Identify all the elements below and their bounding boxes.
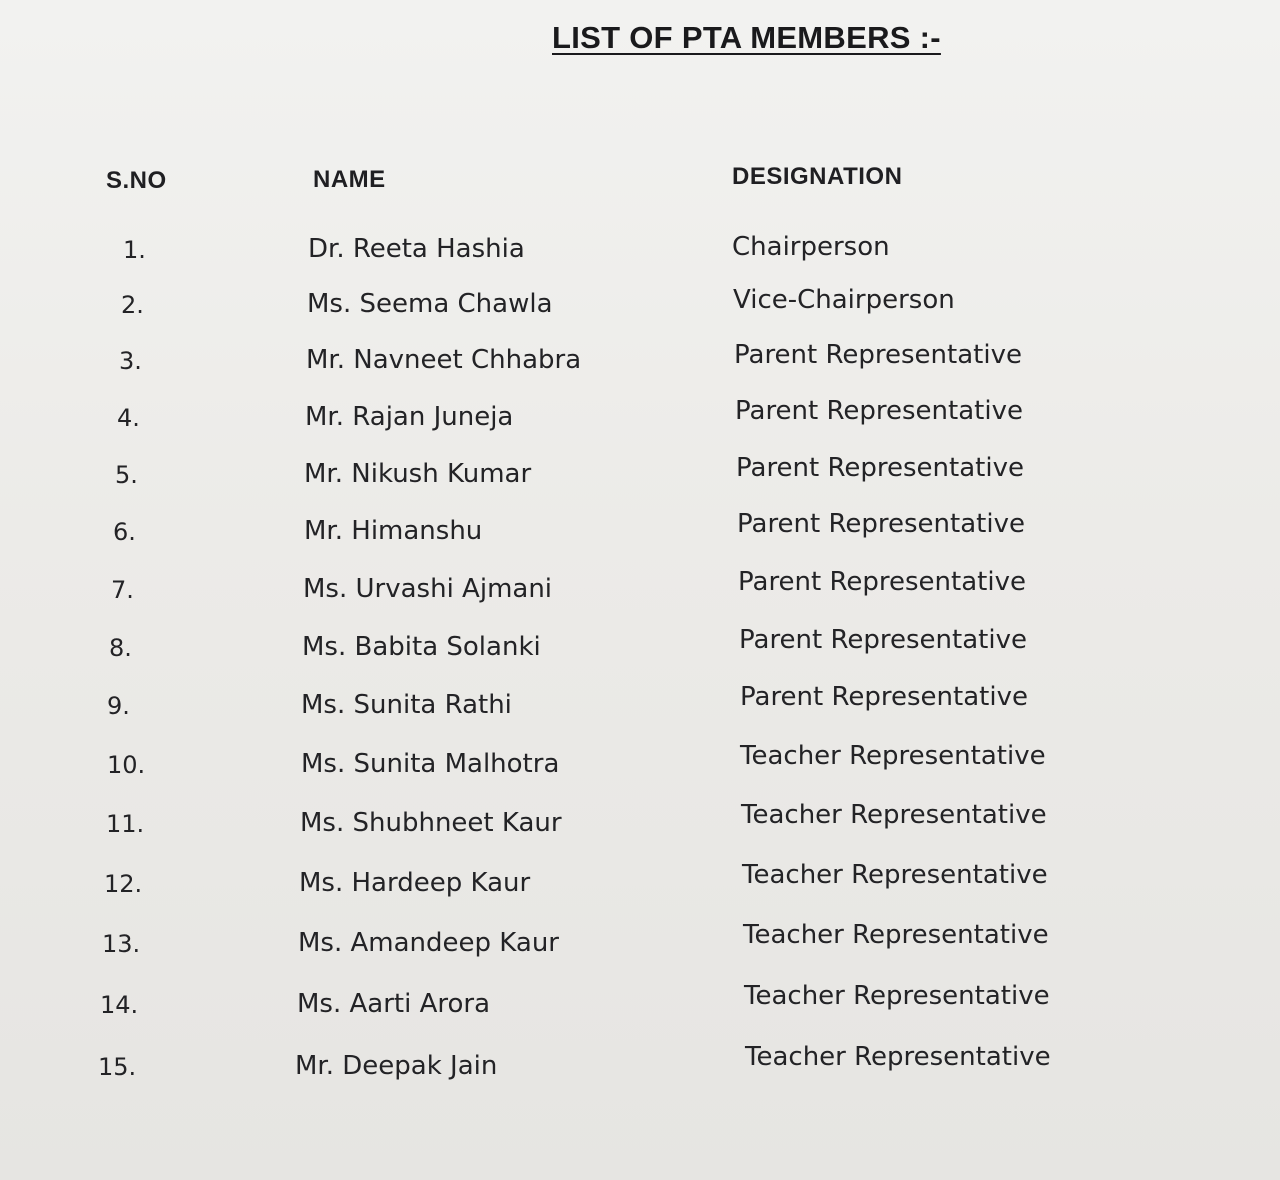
member-designation: Parent Representative: [734, 340, 1022, 370]
member-sno: 9.: [107, 692, 130, 720]
member-name: Dr. Reeta Hashia: [308, 234, 525, 264]
member-name: Mr. Nikush Kumar: [304, 459, 532, 489]
member-sno: 3.: [119, 347, 142, 375]
member-designation: Parent Representative: [737, 509, 1025, 539]
member-name: Mr. Navneet Chhabra: [306, 345, 582, 375]
column-header-sno: S.NO: [106, 167, 167, 194]
member-name: Mr. Deepak Jain: [295, 1051, 498, 1081]
member-name: Ms. Hardeep Kaur: [299, 868, 531, 898]
member-sno: 13.: [102, 930, 141, 958]
member-sno: 5.: [115, 461, 138, 489]
member-designation: Teacher Representative: [742, 860, 1048, 890]
member-sno: 6.: [113, 518, 136, 546]
member-designation: Teacher Representative: [741, 800, 1047, 830]
member-designation: Parent Representative: [740, 682, 1028, 712]
member-name: Ms. Seema Chawla: [307, 289, 553, 319]
member-designation: Chairperson: [732, 232, 890, 262]
member-sno: 11.: [106, 810, 145, 838]
member-name: Ms. Babita Solanki: [302, 632, 541, 662]
member-sno: 4.: [117, 404, 140, 432]
member-name: Ms. Amandeep Kaur: [298, 928, 559, 958]
member-designation: Teacher Representative: [745, 1042, 1051, 1072]
member-designation: Parent Representative: [735, 396, 1023, 426]
member-name: Mr. Rajan Juneja: [305, 402, 514, 432]
member-designation: Teacher Representative: [740, 741, 1046, 771]
member-name: Mr. Himanshu: [304, 516, 483, 546]
member-sno: 2.: [121, 291, 144, 319]
member-name: Ms. Shubhneet Kaur: [300, 808, 562, 838]
member-sno: 8.: [109, 634, 132, 662]
member-designation: Parent Representative: [738, 567, 1026, 597]
document-title: LIST OF PTA MEMBERS :-: [552, 20, 941, 55]
member-sno: 1.: [123, 236, 146, 264]
member-sno: 10.: [107, 751, 146, 779]
member-designation: Vice-Chairperson: [733, 285, 955, 315]
member-sno: 15.: [98, 1053, 137, 1081]
member-name: Ms. Sunita Rathi: [301, 690, 512, 720]
member-designation: Teacher Representative: [744, 981, 1050, 1011]
column-header-name: NAME: [313, 166, 386, 193]
member-name: Ms. Aarti Arora: [297, 989, 491, 1019]
member-name: Ms. Urvashi Ajmani: [303, 574, 553, 604]
member-designation: Parent Representative: [736, 453, 1024, 483]
column-header-designation: DESIGNATION: [732, 163, 903, 190]
member-designation: Parent Representative: [739, 625, 1027, 655]
member-sno: 7.: [111, 576, 134, 604]
member-sno: 12.: [104, 870, 143, 898]
member-designation: Teacher Representative: [743, 920, 1049, 950]
member-sno: 14.: [100, 991, 139, 1019]
member-name: Ms. Sunita Malhotra: [301, 749, 560, 779]
